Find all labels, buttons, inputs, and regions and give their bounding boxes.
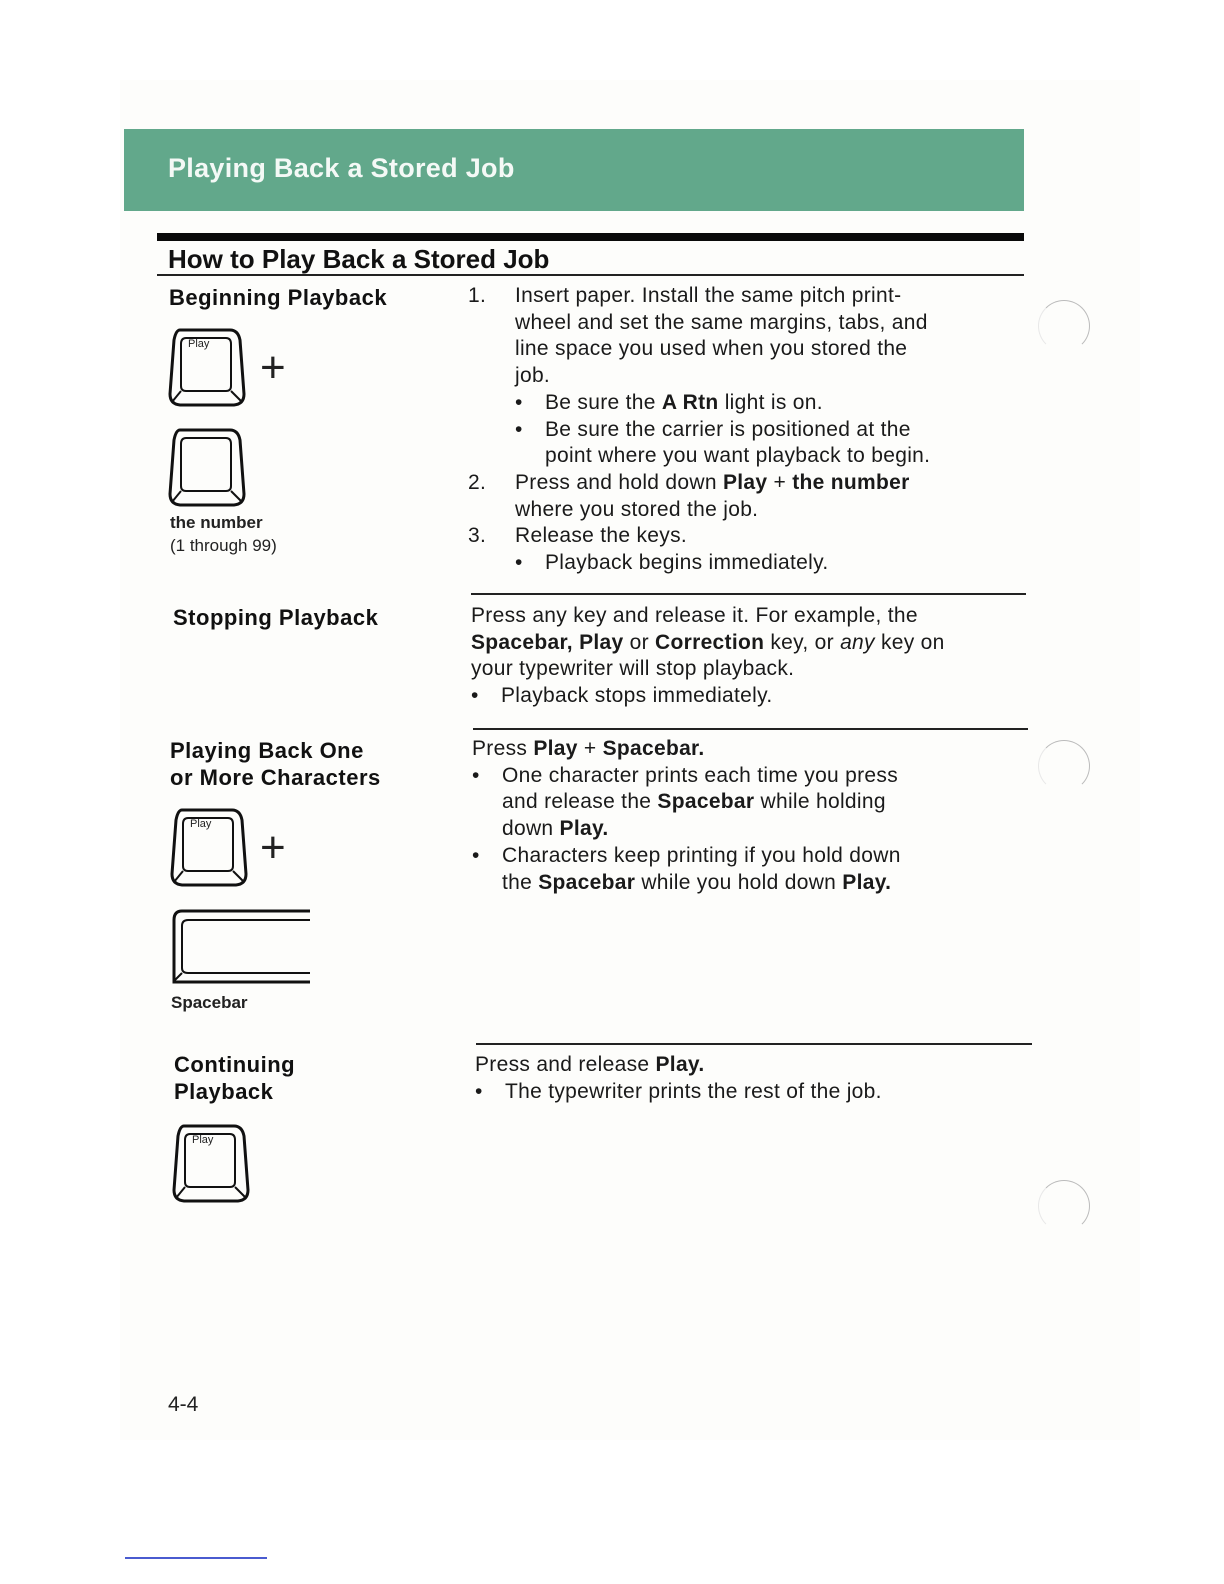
spacebar-caption: Spacebar [171, 993, 248, 1012]
section-rule-thin [157, 274, 1024, 276]
divider-2 [473, 728, 1028, 730]
play-key-icon [172, 1124, 250, 1204]
play-key-label: Play [188, 338, 210, 350]
section-title: How to Play Back a Stored Job [168, 244, 550, 274]
step-2: 2. Press and hold down Play + the number [468, 470, 910, 494]
step-3: 3. Release the keys. [468, 524, 688, 548]
banner-title: Playing Back a Stored Job [168, 153, 515, 183]
one-or-more-text: Press Play + Spacebar. • One character prints each time you press and release the Spacebar while holding down Play. • Characters keep printing if you hold down the Spacebar while you hold down Play. [472, 737, 901, 894]
play-key-label: Play [192, 1134, 214, 1146]
beginning-playback-heading: Beginning Playback [169, 285, 388, 310]
chapter-banner [124, 129, 1024, 211]
play-key-label: Play [190, 818, 212, 830]
play-key-icon [168, 328, 246, 408]
step-1: 1. Insert paper. Install the same pitch print- [468, 284, 902, 307]
bullet-a-rtn: • Be sure the A Rtn light is on. [515, 390, 823, 414]
bullet-playback-begins: • Playback begins immediately. [515, 551, 829, 575]
beginning-playback-steps: 1. Insert paper. Install the same pitch print- wheel and set the same margins, tabs, and line space you used when you stored the job. • Be sure the A Rtn light is on. • Be sure the carrier is positioned at the point where you want playback to begin. 2. Press and hold down Play + the number where you stored the job. 3. Release the keys. • Playback begins immediately. [468, 283, 930, 577]
divider-3 [476, 1043, 1032, 1045]
plus-sign-icon: + [260, 823, 286, 872]
section-rule-thick [157, 233, 1024, 241]
stopping-playback-heading: Stopping Playback [173, 605, 379, 630]
scan-artifact-line [125, 1557, 267, 1559]
play-key-icon [170, 808, 248, 888]
one-or-more-heading: Playing Back One or More Characters [170, 738, 381, 790]
stopping-playback-text: Press any key and release it. For example, the Spacebar, Play or Correction key, or any key on your typewriter will stop playback. • Playback stops immediately. [471, 604, 945, 708]
divider-1 [471, 593, 1026, 595]
number-key-icon [168, 428, 246, 508]
number-key-caption: the number (1 through 99) [170, 513, 277, 555]
continuing-playback-text: Press and release Play. • The typewriter prints the rest of the job. [475, 1053, 882, 1103]
bullet-carrier: • Be sure the carrier is positioned at the [515, 417, 911, 441]
binder-hole-icon [1038, 740, 1090, 792]
plus-sign-icon: + [260, 343, 286, 392]
continuing-playback-heading: Continuing Playback [174, 1052, 296, 1104]
spacebar-key-icon [170, 908, 312, 988]
page-number: 4-4 [168, 1393, 199, 1416]
binder-hole-icon [1038, 1180, 1090, 1232]
binder-hole-icon [1038, 300, 1090, 352]
